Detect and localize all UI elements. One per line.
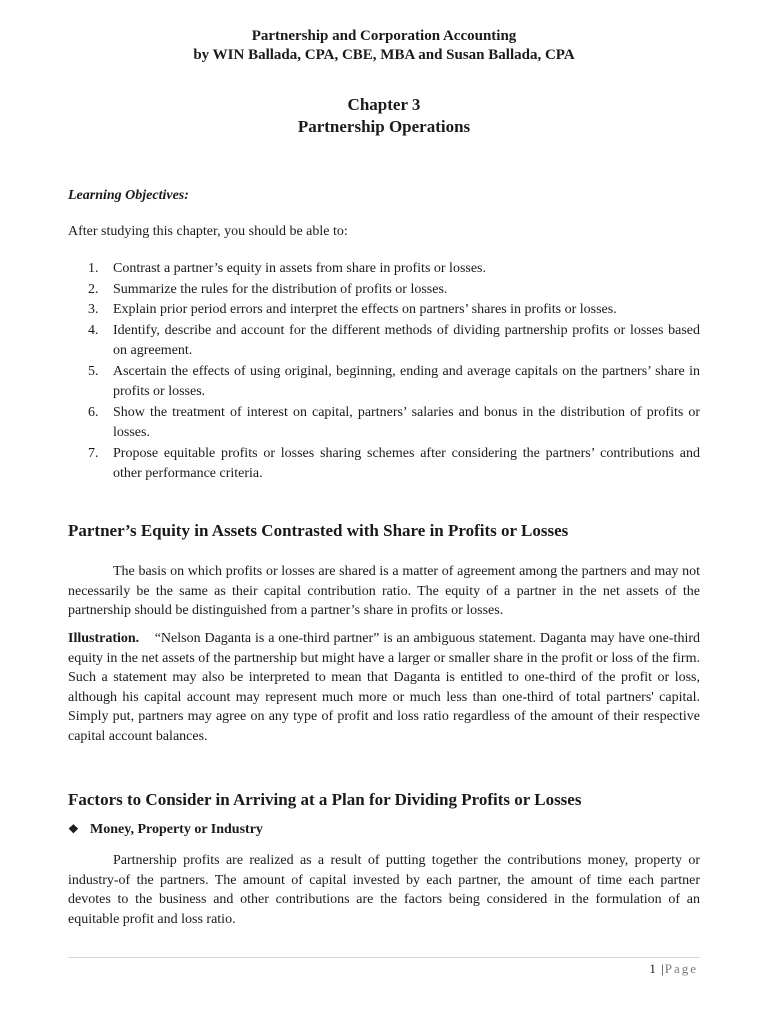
list-number: 1. <box>88 261 99 276</box>
learning-objectives-list <box>68 259 700 485</box>
page-separator: | <box>661 961 665 976</box>
list-text: Identify, describe and account for the different methods of dividing partnership profits or losses based on agreement. <box>113 322 700 358</box>
list-text: Explain prior period errors and interpret the effects on partners’ shares in profits or losses. <box>113 302 617 317</box>
section-heading-equity: Partner’s Equity in Assets Contrasted with Share in Profits or Losses <box>68 521 569 540</box>
list-item <box>68 444 700 485</box>
list-number: 3. <box>88 302 99 317</box>
page-number-value: 1 <box>649 961 657 976</box>
list-text: Propose equitable profits or losses sharing schemes after considering the partners’ contributions and other performance criteria. <box>113 445 700 481</box>
list-number: 4. <box>88 322 99 338</box>
page-number <box>649 961 698 977</box>
list-text: Show the treatment of interest on capital, partners’ salaries and bonus in the distribution of profits or losses. <box>113 404 700 440</box>
chapter-number: Chapter 3 <box>347 95 421 114</box>
list-item <box>68 280 700 301</box>
chapter-title: Partnership Operations <box>297 117 471 136</box>
list-text: Summarize the rules for the distribution of profits or losses. <box>113 281 448 297</box>
money-property-heading <box>68 822 263 838</box>
diamond-bullet-icon: ❖ <box>68 822 79 836</box>
section-heading-factors: Factors to Consider in Arriving at a Plan for Dividing Profits or Losses <box>68 790 582 809</box>
list-number: 7. <box>88 445 99 461</box>
list-item <box>68 321 700 362</box>
equity-paragraph: The basis on which profits or losses are shared is a matter of agreement among the partners and may not necessarily be the same as their capital contribution ratio. The equity of a partner in the net assets of the partnership should be distinguished from a partner’s share in profits or losses. <box>68 564 700 618</box>
learning-objectives-intro: After studying this chapter, you should be able to: <box>68 224 348 239</box>
factors-paragraph: Partnership profits are realized as a result of putting together the contributions money, property or industry-of the partners. The amount of capital invested by each partner, the amount of time each partner devotes to the business and other contributions are the factors being considered in the formulation of an equitable profit and loss ratio. <box>68 853 700 927</box>
list-number: 6. <box>88 404 99 420</box>
list-text: Contrast a partner’s equity in assets from share in profits or losses. <box>113 261 487 276</box>
illustration-label: Illustration. <box>68 631 140 646</box>
list-item <box>68 259 700 280</box>
illustration-paragraph <box>68 629 700 746</box>
list-item <box>68 403 700 444</box>
list-item <box>68 362 700 403</box>
list-item <box>68 300 700 321</box>
footer-divider <box>68 957 700 958</box>
book-title: Partnership and Corporation Accounting <box>251 28 517 44</box>
list-number: 2. <box>88 281 99 297</box>
bullet-heading-text: Money, Property or Industry <box>90 822 263 837</box>
illustration-text: “Nelson Daganta is a one-third partner” is an ambiguous statement. Daganta may have one-third equity in the net assets of the partnership but might have a larger or smaller share in the profit or loss of the firm. Such a statement may also be interpreted to mean that Daganta is entitled to one-third of the profit or loss, although his capital account may represent much more or much less than one-third of total partners' capital. Simply put, partners may agree on any type of profit and loss ratio regardless of the amount of their respective capital account balances. <box>68 631 700 744</box>
learning-objectives-heading: Learning Objectives: <box>68 188 189 203</box>
book-authors: by WIN Ballada, CPA, CBE, MBA and Susan Ballada, CPA <box>193 47 575 63</box>
page-label: Page <box>664 961 698 976</box>
list-number: 5. <box>88 363 99 379</box>
list-text: Ascertain the effects of using original, beginning, ending and average capitals on the partners’ share in profits or losses. <box>113 363 700 399</box>
